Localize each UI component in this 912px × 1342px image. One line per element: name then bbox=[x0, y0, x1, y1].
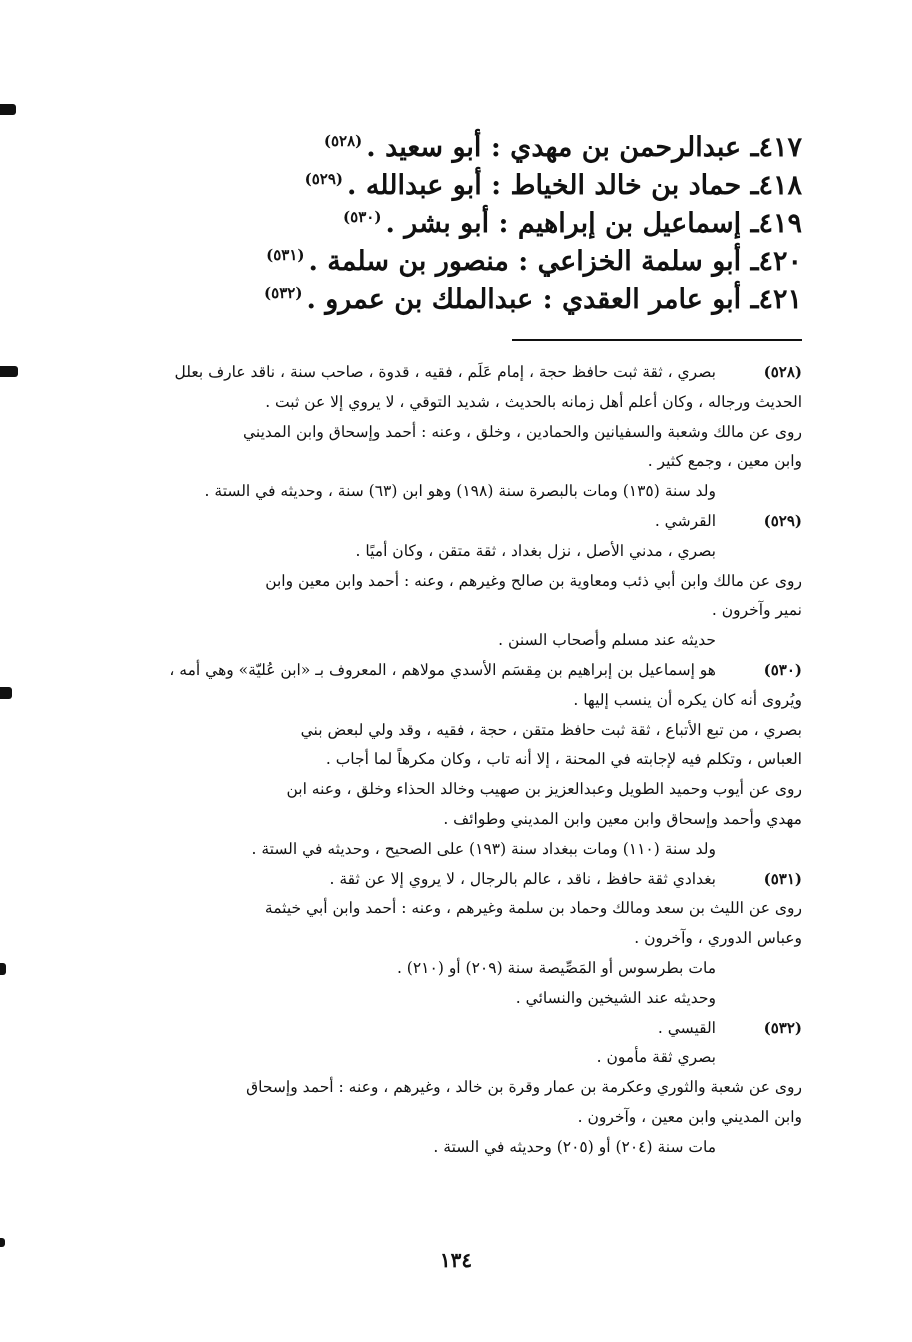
footnote-line: روى عن مالك وابن أبي ذئب ومعاوية بن صالح وغيرهم ، وعنه : أحمد وابن معين وابن bbox=[265, 571, 802, 590]
entry bbox=[242, 198, 802, 239]
footnote-number: (٥٣٢) bbox=[763, 1018, 802, 1037]
footnotes bbox=[102, 358, 802, 1163]
footnote-line: مات سنة (٢٠٤) أو (٢٠٥) وحديثه في الستة . bbox=[433, 1137, 716, 1156]
footnote bbox=[102, 1014, 802, 1163]
footnote-line: ولد سنة (١١٠) ومات ببغداد سنة (١٩٣) على الصحيح ، وحديثه في الستة . bbox=[251, 839, 716, 858]
footnote-line: بصري ، مدني الأصل ، نزل بغداد ، ثقة متقن ، وكان أميًا . bbox=[355, 541, 716, 560]
footnote-line: وحديثه عند الشيخين والنسائي . bbox=[515, 988, 716, 1007]
footnote-line: بصري ، من تبع الأتباع ، ثقة ثبت حافظ متقن ، حجة ، فقيه ، وقد ولي لبعض بني bbox=[300, 720, 802, 739]
scan-edge-mark bbox=[0, 687, 12, 699]
footnote-line: القيسي . bbox=[657, 1018, 716, 1037]
footnote-line: روى عن الليث بن سعد ومالك وحماد بن سلمة وغيرهم ، وعنه : أحمد وابن أبي خيثمة bbox=[264, 899, 802, 918]
footnote-line: بصري ثقة مأمون . bbox=[596, 1048, 716, 1067]
footnote bbox=[102, 656, 802, 865]
entries-list bbox=[242, 122, 802, 315]
footnote-line: بصري ، ثقة ثبت حافظ حجة ، إمام عَلَم ، فقيه ، قدوة ، صاحب سنة ، ناقد عارف بعلل bbox=[174, 363, 716, 381]
page-number: ١٣٤ bbox=[439, 1248, 473, 1272]
footnote-line: وعباس الدوري ، وآخرون . bbox=[634, 929, 802, 948]
footnote-number: (٥٢٨) bbox=[763, 363, 802, 381]
entry-text: ٤٢٠ـ أبو سلمة الخزاعي : منصور بن سلمة . bbox=[308, 246, 802, 277]
footnote-number: (٥٢٩) bbox=[763, 511, 802, 530]
footnote-ref: (٥٣٢) bbox=[264, 284, 303, 302]
footnote-line: ويُروى أنه كان يكره أن ينسب إليها . bbox=[573, 690, 802, 709]
entry bbox=[242, 274, 802, 315]
footnote-line: هو إسماعيل بن إبراهيم بن مِقسَم الأسدي مولاهم ، المعروف بـ «ابن عُليّة» وهي أمه ، bbox=[169, 660, 716, 679]
footnote bbox=[102, 507, 802, 656]
footnote-line: القرشي . bbox=[654, 511, 716, 530]
entry bbox=[242, 160, 802, 201]
footnote-line: روى عن أيوب وحميد الطويل وعبدالعزيز بن صهيب وخالد الحذاء وخلق ، وعنه ابن bbox=[286, 780, 802, 799]
footnote-ref: (٥٢٩) bbox=[304, 170, 344, 188]
footnote-number: (٥٣١) bbox=[763, 869, 802, 888]
footnote-line: روى عن مالك وشعبة والسفيانين والحمادين ، وخلق ، وعنه : أحمد وإسحاق وابن المديني bbox=[243, 422, 802, 441]
footnote-number: (٥٣٠) bbox=[763, 660, 802, 679]
footnote-line: مهدي وأحمد وإسحاق وابن معين وابن المديني وطوائف . bbox=[443, 809, 802, 828]
footnote-ref: (٥٣٠) bbox=[343, 208, 382, 226]
footnote-line: العباس ، وتكلم فيه لإجابته في المحنة ، إلا أنه تاب ، وكان مكرهاً لما أجاب . bbox=[325, 750, 802, 769]
entry-text: ٤١٩ـ إسماعيل بن إبراهيم : أبو بشر . bbox=[385, 208, 802, 239]
footnote-ref: (٥٢٨) bbox=[323, 132, 363, 150]
entry-text: ٤١٧ـ عبدالرحمن بن مهدي : أبو سعيد . bbox=[366, 132, 802, 163]
footnote-line: بغدادي ثقة حافظ ، ناقد ، عالم بالرجال ، لا يروي إلا عن ثقة . bbox=[329, 869, 716, 888]
footnote-line: وابن معين ، وجمع كثير . bbox=[647, 452, 802, 471]
entry-text: ٤٢١ـ أبو عامر العقدي : عبدالملك بن عمرو . bbox=[306, 284, 802, 315]
footnote-separator bbox=[512, 339, 802, 341]
scan-edge-mark bbox=[0, 1238, 5, 1247]
scan-edge-mark bbox=[0, 104, 16, 115]
scan-edge-mark bbox=[0, 963, 6, 975]
footnote bbox=[102, 358, 802, 507]
footnote-line: روى عن شعبة والثوري وعكرمة بن عمار وقرة بن خالد ، وغيرهم ، وعنه : أحمد وإسحاق bbox=[246, 1078, 802, 1097]
footnote-line: مات بطرسوس أو المَصِّيصة سنة (٢٠٩) أو (٢١٠) . bbox=[396, 958, 716, 977]
footnote-line: ولد سنة (١٣٥) ومات بالبصرة سنة (١٩٨) وهو ابن (٦٣) سنة ، وحديثه في الستة . bbox=[204, 482, 716, 501]
entry bbox=[242, 236, 802, 277]
footnote-line: نمير وآخرون . bbox=[711, 601, 802, 620]
footnote-line: وابن المديني وابن معين ، وآخرون . bbox=[577, 1107, 802, 1126]
footnote-line: الحديث ورجاله ، وكان أعلم أهل زمانه بالحديث ، شديد التوقي ، لا يروي إلا عن ثبت . bbox=[265, 392, 802, 411]
entry bbox=[242, 122, 802, 163]
entry-text: ٤١٨ـ حماد بن خالد الخياط : أبو عبدالله . bbox=[347, 170, 802, 201]
footnote bbox=[102, 865, 802, 1014]
footnote-ref: (٥٣١) bbox=[266, 246, 305, 264]
scan-edge-mark bbox=[0, 366, 18, 377]
footnote-line: حديثه عند مسلم وأصحاب السنن . bbox=[498, 631, 716, 650]
